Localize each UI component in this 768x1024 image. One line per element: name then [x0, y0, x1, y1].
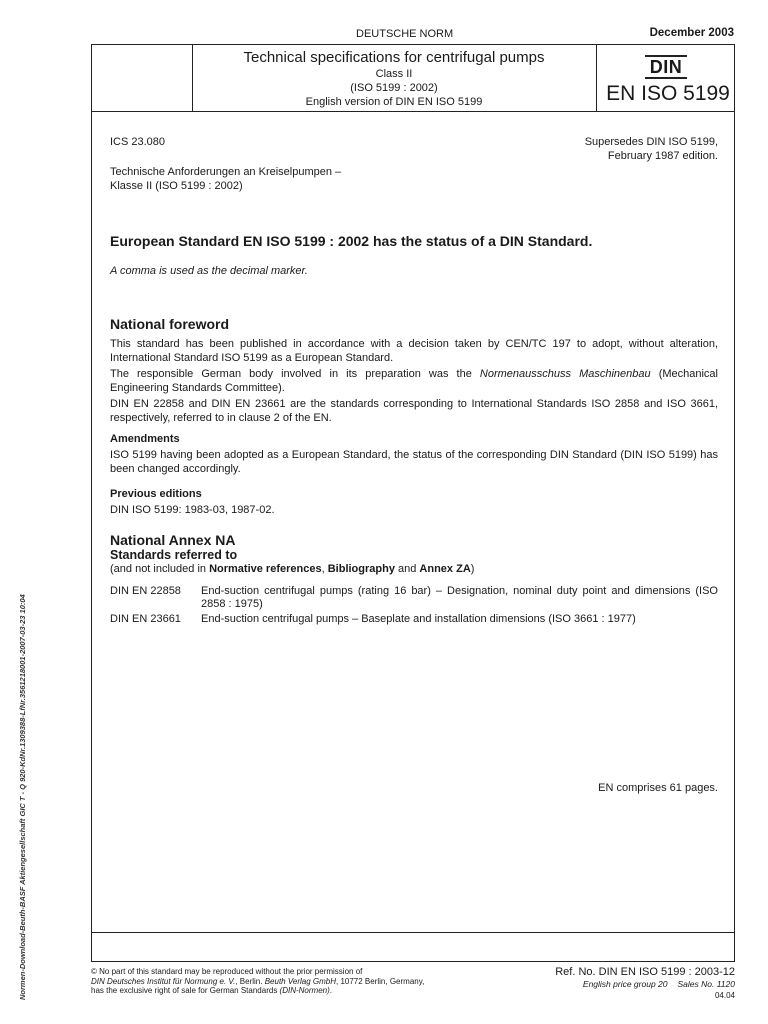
- amendments-heading: Amendments: [110, 433, 180, 445]
- sales-number: Sales No. 1120: [677, 979, 735, 989]
- annex-note-sep: ,: [321, 563, 328, 575]
- publication-date: December 2003: [649, 27, 734, 39]
- copyright-line-1: © No part of this standard may be reproduced without the prior permission of: [91, 967, 363, 976]
- copyright-line-3: [91, 986, 511, 996]
- national-foreword-heading: National foreword: [110, 316, 230, 332]
- title-divider-right: [596, 44, 597, 111]
- foreword-p2-end: (Mechanical Engineering Standards Committee).: [110, 368, 718, 394]
- ics-code: ICS 23.080: [110, 136, 166, 148]
- amendments-text: ISO 5199 having been adopted as a European Standard, the status of the corresponding DIN Standard (DIN ISO 5199) has been changed accordingly.: [110, 449, 718, 475]
- reference-title: End-suction centrifugal pumps – Baseplate and installation dimensions (ISO 3661 : 1977): [201, 613, 636, 625]
- previous-editions-section: [110, 488, 718, 517]
- german-title: [110, 165, 341, 193]
- annex-note-and: and: [394, 563, 420, 575]
- german-title-line-2: Klasse II (ISO 5199 : 2002): [110, 180, 243, 192]
- copyright-address: , 10772 Berlin, Germany,: [336, 976, 425, 986]
- annex-subheading: Standards referred to: [110, 548, 238, 562]
- footer-rule: [91, 932, 735, 933]
- version-code: 04.04: [714, 991, 735, 1000]
- annex-note-annex-za: Annex ZA: [419, 563, 471, 575]
- page-count: EN comprises 61 pages.: [598, 782, 718, 794]
- amendments-section: [110, 433, 718, 476]
- previous-editions-text: DIN ISO 5199: 1983-03, 1987-02.: [110, 504, 275, 516]
- footer-reference-block: [500, 966, 735, 1001]
- annex-note-open: (and not included in: [110, 563, 210, 575]
- download-watermark: Normen-Download-Beuth-BASF Aktiengesellschaft GIC T - Q 920-KdNr.1309388-LfNr.3561218001-2007-03-23 10:04: [18, 594, 27, 1000]
- german-title-line-1: Technische Anforderungen an Kreiselpumpen –: [110, 166, 342, 178]
- standard-number: EN ISO 5199: [606, 82, 730, 105]
- annex-section: [110, 532, 718, 576]
- reference-row: [110, 585, 718, 613]
- supersedes-note: [540, 135, 718, 163]
- status-headline: European Standard EN ISO 5199 : 2002 has the status of a DIN Standard.: [110, 233, 593, 249]
- din-logo-text: DIN: [649, 57, 683, 77]
- annex-note-bibliography: Bibliography: [327, 563, 395, 575]
- supersedes-line-1: Supersedes DIN ISO 5199,: [584, 136, 718, 148]
- copyright-line-2: [91, 977, 511, 987]
- annex-note-close: ): [470, 563, 475, 575]
- norm-label: DEUTSCHE NORM: [356, 28, 454, 40]
- committee-name: Normenausschuss Maschinenbau: [479, 368, 651, 380]
- annex-note: [110, 562, 718, 576]
- copyright-rights: has the exclusive right of sale for German Standards: [91, 986, 280, 995]
- reference-code: DIN EN 23661: [110, 613, 181, 625]
- annex-heading: National Annex NA: [110, 532, 236, 548]
- reference-code: DIN EN 22858: [110, 585, 181, 597]
- decimal-note: A comma is used as the decimal marker.: [110, 265, 308, 277]
- supersedes-line-2: February 1987 edition.: [607, 150, 718, 162]
- title-block: [192, 45, 596, 109]
- foreword-p2-start: The responsible German body involved in its preparation was the: [110, 368, 480, 380]
- document-title: Technical specifications for centrifugal pumps: [243, 49, 545, 66]
- reference-number: Ref. No. DIN EN ISO 5199 : 2003-12: [555, 966, 735, 978]
- foreword-paragraph-2: [110, 367, 718, 395]
- foreword-paragraph-3: DIN EN 22858 and DIN EN 23661 are the standards corresponding to International Standards ISO 2858 and ISO 3661, respectively, referred to in clause 2 of the EN.: [110, 398, 718, 424]
- title-bottom-rule: [91, 111, 735, 112]
- iso-reference: (ISO 5199 : 2002): [350, 82, 438, 94]
- class-line: Class II: [375, 68, 413, 80]
- din-normen-label: (DIN-Normen): [279, 986, 330, 995]
- din-institute-name: DIN Deutsches Institut für Normung e. V.: [91, 976, 236, 986]
- previous-editions-heading: Previous editions: [110, 488, 202, 500]
- price-group: English price group 20: [582, 979, 668, 989]
- beuth-verlag-name: Beuth Verlag GmbH: [264, 976, 336, 986]
- copyright-mid: , Berlin.: [235, 976, 265, 986]
- foreword-paragraph-1: This standard has been published in accordance with a decision taken by CEN/TC 197 to adopt, without alteration, International Standard ISO 5199 as a European Standard.: [110, 338, 718, 364]
- reference-title: End-suction centrifugal pumps (rating 16 bar) – Designation, nominal duty point and dimensions (ISO 2858 : 1975): [201, 585, 718, 610]
- price-and-sales: [500, 979, 735, 990]
- national-foreword-section: [110, 316, 718, 425]
- copyright-end: .: [329, 986, 333, 995]
- copyright-notice: [91, 967, 511, 996]
- reference-row: [110, 613, 718, 627]
- annex-note-normative: Normative references: [209, 563, 322, 575]
- english-version-line: English version of DIN EN ISO 5199: [305, 96, 483, 108]
